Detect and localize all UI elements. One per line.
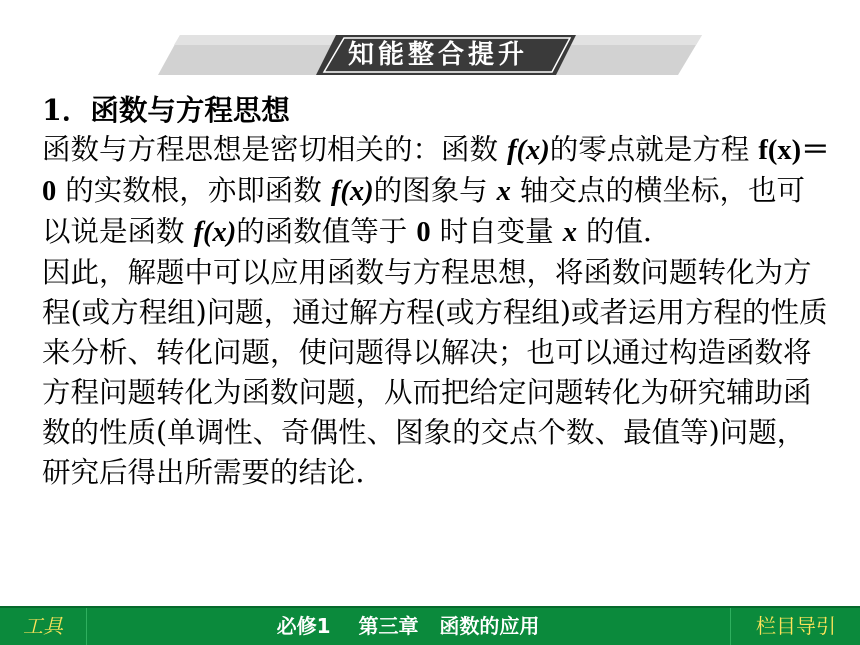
section-banner: [158, 33, 702, 77]
footer-chapter-title: 必修1 第三章 函数的应用: [276, 614, 540, 638]
footer-nav-button[interactable]: 栏目导引: [730, 608, 860, 645]
banner-title: 知能整合提升: [347, 40, 528, 70]
footer-bar: [0, 606, 860, 645]
paragraph-1: 函数与方程思想是密切相关的：函数 f(x)的零点就是方程 f(x)＝0 的实数根，亦即函数 f(x)的图象与 x 轴交点的横坐标，也可以说是函数 f(x)的函数值等于 0 时自变量 x 的值．: [42, 133, 830, 248]
paragraph-2: 因此，解题中可以应用函数与方程思想，将函数问题转化为方程(或方程组)问题，通过解方程(或方程组)或者运用方程的性质来分析、转化问题，使问题得以解决；也可以通过构造函数将方程问题转化为函数问题，从而把给定问题转化为研究辅助函数的性质(单调性、奇偶性、图象的交点个数、最值等)问题，研究后得出所需要的结论．: [42, 256, 828, 489]
main-content: [42, 90, 832, 493]
footer-tools-button[interactable]: 工具: [0, 608, 87, 645]
section-heading: 1．函数与方程思想: [42, 93, 290, 127]
